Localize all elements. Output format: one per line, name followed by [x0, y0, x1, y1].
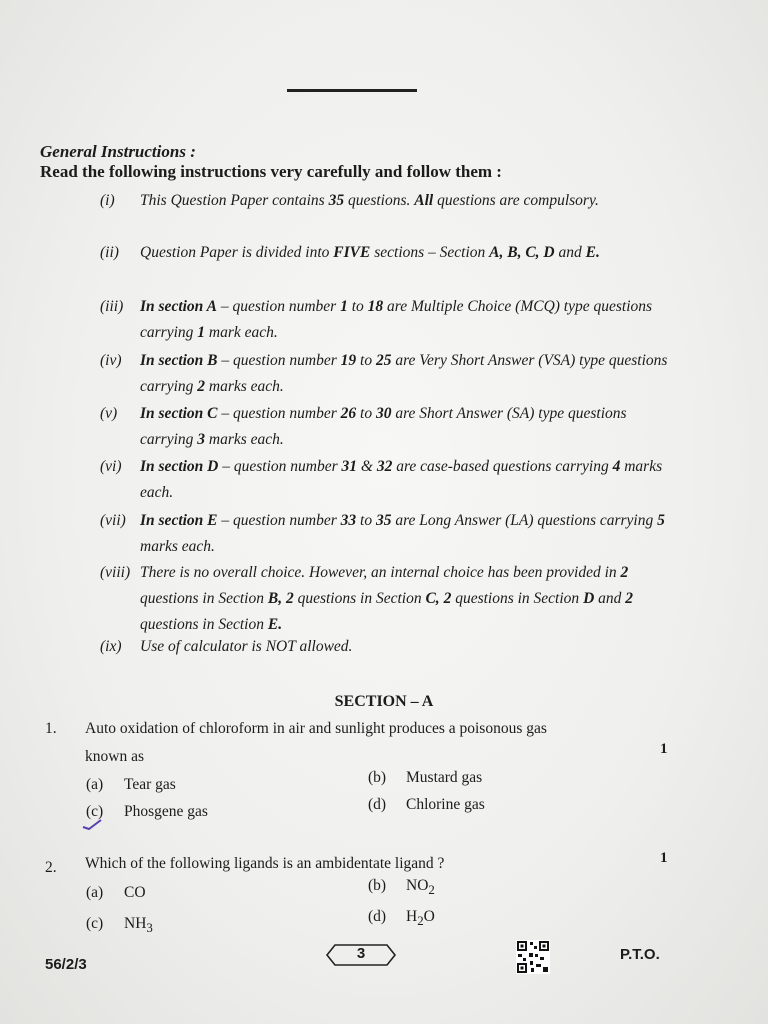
instruction-text [140, 454, 672, 506]
option-text: CO [124, 884, 146, 901]
instruction-text [140, 294, 672, 346]
option-label: (b) [368, 877, 387, 894]
option-label: (c) [86, 803, 104, 820]
option-b[interactable] [368, 769, 482, 787]
instruction-fragment: – question number [217, 512, 341, 529]
instruction-fragment: marks each. [205, 431, 284, 448]
instruction-item [100, 188, 680, 240]
instruction-fragment: to [347, 298, 368, 315]
option-d[interactable] [368, 796, 485, 814]
instruction-fragment: are Very Short Answer (VSA) type questions carrying [140, 352, 668, 395]
instruction-emphasis: In section D [140, 458, 219, 475]
instruction-emphasis: 31 [341, 458, 358, 475]
option-d[interactable] [368, 908, 435, 929]
instruction-number: (v) [100, 405, 118, 422]
top-rule [287, 89, 417, 92]
instruction-emphasis: A, B, C, D [489, 244, 555, 261]
option-c[interactable] [86, 915, 153, 936]
instruction-fragment: There is no overall choice. However, an internal choice has been provided in [140, 564, 621, 581]
instruction-number: (ii) [100, 244, 119, 261]
instruction-fragment: & [357, 458, 377, 475]
instruction-text [140, 560, 672, 638]
instruction-fragment: to [356, 352, 376, 369]
instruction-emphasis: 4 [612, 458, 621, 475]
option-b[interactable] [368, 877, 435, 898]
option-label: (d) [368, 796, 387, 813]
option-a[interactable] [86, 884, 146, 902]
paper-code: 56/2/3 [45, 956, 87, 973]
instruction-emphasis: 2 [625, 590, 634, 607]
option-label: (a) [86, 884, 104, 901]
instruction-number: (ix) [100, 638, 122, 655]
question-line: Auto oxidation of chloroform in air and sunlight produces a poisonous gas [85, 720, 547, 737]
section-title: SECTION – A [334, 693, 434, 710]
question-number: 1. [45, 720, 57, 737]
instruction-emphasis: 5 [657, 512, 665, 529]
instruction-text [140, 508, 672, 560]
instruction-emphasis: In section C [140, 405, 218, 422]
instruction-fragment: marks each. [140, 538, 215, 555]
instruction-item [100, 560, 680, 638]
instruction-emphasis: 30 [375, 405, 392, 422]
instruction-number: (viii) [100, 564, 131, 581]
option-text: NO [406, 877, 429, 894]
instruction-fragment: questions are compulsory. [433, 192, 599, 209]
instruction-number: (iii) [100, 298, 124, 315]
instruction-fragment: to [356, 405, 376, 422]
instruction-emphasis: 2 [443, 590, 452, 607]
instruction-fragment: are Multiple Choice (MCQ) type questions carrying [140, 298, 653, 341]
instruction-emphasis: 26 [340, 405, 357, 422]
instruction-emphasis: 19 [340, 352, 357, 369]
instruction-emphasis: In section B [140, 352, 218, 369]
instruction-emphasis: 2 [285, 590, 294, 607]
page-number-badge [325, 942, 397, 973]
instruction-item [100, 401, 680, 453]
instruction-fragment: questions in Section [140, 616, 268, 633]
option-label: (d) [368, 908, 387, 925]
option-c[interactable] [86, 803, 208, 821]
option-text: Phosgene gas [124, 803, 208, 820]
instruction-emphasis: E. [585, 244, 600, 261]
instruction-fragment: This Question Paper contains [140, 192, 329, 209]
instruction-item [100, 634, 680, 660]
instruction-number: (iv) [100, 352, 122, 369]
instruction-fragment: are Long Answer (LA) questions carrying [391, 512, 658, 529]
instruction-item [100, 240, 680, 292]
option-text: Chlorine gas [406, 796, 485, 813]
instruction-emphasis: B, [267, 590, 283, 607]
instruction-fragment: questions in Section [140, 590, 268, 607]
question-line: known as [85, 748, 144, 765]
instruction-text [140, 634, 672, 660]
option-text: Tear gas [124, 776, 176, 793]
instruction-item [100, 294, 680, 346]
instruction-emphasis: In section E [140, 512, 218, 529]
instruction-emphasis: 18 [367, 298, 384, 315]
instruction-number: (i) [100, 192, 115, 209]
instruction-fragment: – question number [217, 352, 341, 369]
instruction-fragment: marks each. [140, 458, 663, 501]
instruction-number: (vii) [100, 512, 126, 529]
option-label: (a) [86, 776, 104, 793]
instruction-emphasis: FIVE [333, 244, 371, 261]
instruction-fragment: are Short Answer (SA) type questions carrying [140, 405, 627, 448]
option-label: (c) [86, 915, 104, 932]
instruction-emphasis: 32 [376, 458, 393, 475]
option-a[interactable] [86, 776, 176, 794]
instruction-fragment: questions. [344, 192, 415, 209]
instruction-emphasis: E. [267, 616, 283, 633]
instruction-emphasis: D [583, 590, 595, 607]
instruction-emphasis: 1 [340, 298, 348, 315]
option-text: Mustard gas [406, 769, 483, 786]
instruction-emphasis: 1 [197, 324, 206, 341]
instruction-emphasis: 2 [620, 564, 629, 581]
instruction-fragment: questions in Section [451, 590, 584, 607]
instruction-fragment: to [356, 512, 376, 529]
instruction-emphasis: 33 [340, 512, 357, 529]
instructions-title: General Instructions : [40, 142, 196, 161]
instruction-emphasis: In section A [140, 298, 217, 315]
instruction-emphasis: 3 [197, 431, 206, 448]
qr-code-icon [516, 940, 550, 974]
instruction-item [100, 348, 680, 400]
instruction-emphasis: All [414, 192, 434, 209]
instruction-fragment: Use of calculator is NOT allowed. [140, 638, 353, 655]
instruction-fragment: – question number [218, 458, 342, 475]
option-label: (b) [368, 769, 387, 786]
instruction-fragment: – question number [216, 298, 341, 315]
instruction-text [140, 240, 672, 266]
option-text: NH [124, 915, 147, 932]
question-text: Which of the following ligands is an ambidentate ligand ? [85, 855, 445, 872]
pen-tick-mark [81, 817, 103, 831]
instructions-subtitle: Read the following instructions very carefully and follow them : [40, 162, 502, 181]
pto-label: P.T.O. [620, 946, 660, 963]
instruction-fragment: mark each. [205, 324, 278, 341]
instruction-emphasis: 25 [375, 352, 392, 369]
instruction-fragment: questions in Section [293, 590, 426, 607]
instruction-fragment: sections – Section [370, 244, 490, 261]
instruction-text [140, 348, 672, 400]
instruction-text [140, 401, 672, 453]
question-number: 2. [45, 859, 57, 876]
instruction-item [100, 454, 680, 506]
option-subscript: 3 [146, 920, 153, 936]
instruction-fragment: and [554, 244, 586, 261]
instruction-fragment: Question Paper is divided into [140, 244, 334, 261]
option-subscript: 2 [428, 882, 435, 898]
page-number: 3 [356, 945, 366, 962]
instruction-fragment: – question number [217, 405, 341, 422]
instruction-fragment: marks each. [205, 378, 284, 395]
question-marks: 1 [660, 850, 668, 866]
instruction-emphasis: 35 [375, 512, 392, 529]
option-text: H [406, 908, 418, 925]
instruction-number: (vi) [100, 458, 122, 475]
instruction-emphasis: C, [425, 590, 440, 607]
instruction-emphasis: 2 [197, 378, 206, 395]
instruction-fragment: and [594, 590, 626, 607]
instruction-fragment: are case-based questions carrying [392, 458, 613, 475]
instruction-text [140, 188, 672, 214]
option-subscript: 2 [417, 913, 424, 929]
question-text [85, 715, 645, 771]
question-marks: 1 [660, 741, 668, 757]
instruction-item [100, 508, 680, 560]
option-text-after: O [423, 908, 435, 925]
instruction-emphasis: 35 [328, 192, 345, 209]
